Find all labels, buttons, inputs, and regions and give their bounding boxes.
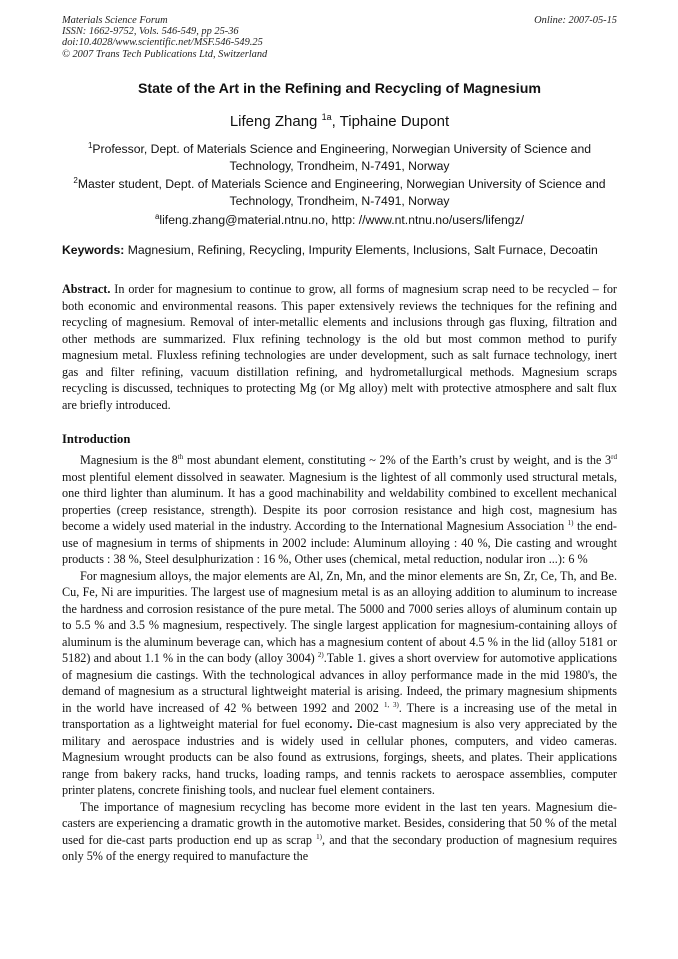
- paragraph-3: The importance of magnesium recycling has become more evident in the last ten years. Magnesium die-casters are experiencing a dramatic growth in the automotive market. Besides, considering that 50 % of the metal used for die-cast parts production end up as scrap $^{1)}$, and that the secondary production of magnesium requires only 5% of the energy required to manufacture the: [62, 799, 617, 863]
- journal-name: Materials Science Forum: [62, 15, 168, 26]
- keywords-label: Keywords:: [62, 243, 125, 257]
- keywords-text: Magnesium, Refining, Recycling, Impurity Elements, Inclusions, Salt Furnace, Decoatin: [124, 243, 598, 257]
- author-1: Lifeng Zhang: [229, 113, 318, 130]
- online-date: Online: 2007-05-15: [534, 15, 617, 26]
- abstract: [62, 281, 617, 413]
- author-1-mark: 1a: [321, 112, 332, 122]
- abstract-text: In order for magnesium to continue to grow, all forms of magnesium scrap need to be recycled – for both economic and environmental reasons. This paper extensively reviews the techniques for the refining and recycling of magnesium. Removal of inter-metallic elements and inclusions through gas fluxing, filtration and other methods are summarized. Flux refining technology is the old but most common method to purify magnesium metal. Fluxless refining technologies are under development, such as salt furnace technology, inert gas and filter refining, vacuum distillation refining, and hydrometallurgical methods. Magnesium scraps recycling is discussed, techniques to protecting Mg (or Mg alloy) melt with protective atmosphere and salt flux are briefly introduced.: [62, 282, 617, 412]
- introduction-heading: Introduction: [62, 432, 131, 446]
- paragraph-2: For magnesium alloys, the major elements are Al, Zn, Mn, and the minor elements are Sn, Zr, Ce, Th, and Be. Cu, Fe, Ni are impurities. The largest use of magnesium metal is as an alloying addition to aluminum to increase the hardness and corrosion resistance of the pure metal. The 5000 and 7000 series alloys of aluminum contain up to 5.5 % and 3.5 % magnesium, respectively. The single largest application for magnesium-containing alloys of aluminum is the aluminum beverage can, which has a magnesium content of about 4.5 % in the lid (alloy 5181 or 5182) and about 1.1 % in the can body (alloy 3004) $^{2)}$.Table 1. gives a short overview for automotive applications of magnesium die castings. With the technological advances in alloy performance made in the mid 1980's, the demand of magnesium as a structural lightweight material is arising. Indeed, the primary magnesium shipments in the world have increased of 42 % between 1992 and 2002 $^{1, 3)}$. There is a increasing use of the metal in transportation as a lightweight material for fuel economy. Die-cast magnesium is also very appreciated by the military and aerospace industries and is widely used in cellular phones, computers, and video cameras. Magnesium wrought products can be also found as extrusions, forgings, sheets, and plates. Their applications range from bakery racks, hand trucks, loading ramps, and tennis rackets to aerospace assemblies, computer printer platens, concrete finishing tools, and nuclear fuel element containers.: [62, 568, 617, 797]
- paragraph-1: Magnesium is the 8th most abundant element, constituting ~ 2% of the Earth’s crust by weight, and is the 3rd most plentiful element dissolved in seawater. Magnesium is the lightest of all commonly used structural metals, one third lighter than aluminum. It has a good machinability and weldability combined to excellent mechanical properties (creep resistance, strength). Despite its poor corrosion resistance and high cost, magnesium has become a widely used material in the industry. According to the International Magnesium Association $^{1)}$ the end-use of magnesium in terms of shipments in 2002 include: Aluminum alloying : 40 %, Die casting and wrought products : 38 %, Steel desulphurization : 16 %, Other uses (chemical, metal reduction, nodular iron ...): 6 %: [62, 452, 617, 566]
- paper-title: State of the Art in the Refining and Recycling of Magnesium: [137, 81, 542, 97]
- copyright-line: © 2007 Trans Tech Publications Ltd, Switzerland: [62, 48, 268, 60]
- citation-1-3: 1, 3): [383, 700, 399, 709]
- citation-1b: 1): [316, 832, 322, 841]
- citation-1: 1): [567, 518, 574, 527]
- author-2: Tiphaine Dupont: [339, 113, 450, 130]
- issn-line: ISSN: 1662-9752, Vols. 546-549, pp 25-36: [62, 26, 239, 38]
- contact-email-url[interactable]: lifeng.zhang@material.ntnu.no, http: //www.nt.ntnu.no/users/lifengz/: [159, 213, 525, 228]
- introduction-body: [62, 452, 617, 865]
- author-line: Lifeng Zhang $^{1a}$, Tiphaine Dupont: [229, 112, 450, 130]
- doi-line: doi:10.4028/www.scientific.net/MSF.546-549.25: [62, 37, 263, 49]
- journal-header: [62, 15, 617, 60]
- affiliation-1: $^1$Professor, Dept. of Materials Science and Engineering, Norwegian University of Science and Technology, Trondheim, N-7491, Norway: [87, 141, 592, 174]
- keywords: [62, 243, 622, 257]
- affiliation-2: $^2$Master student, Dept. of Materials Science and Engineering, Norwegian University of Science and Technology, Trondheim, N-7491, Norway: [73, 176, 606, 209]
- contact-line: $^a$lifeng.zhang@material.ntnu.no, http: //www.nt.ntnu.no/users/lifengz/: [154, 212, 525, 228]
- citation-2: 2): [317, 650, 324, 659]
- abstract-label: Abstract.: [62, 282, 111, 296]
